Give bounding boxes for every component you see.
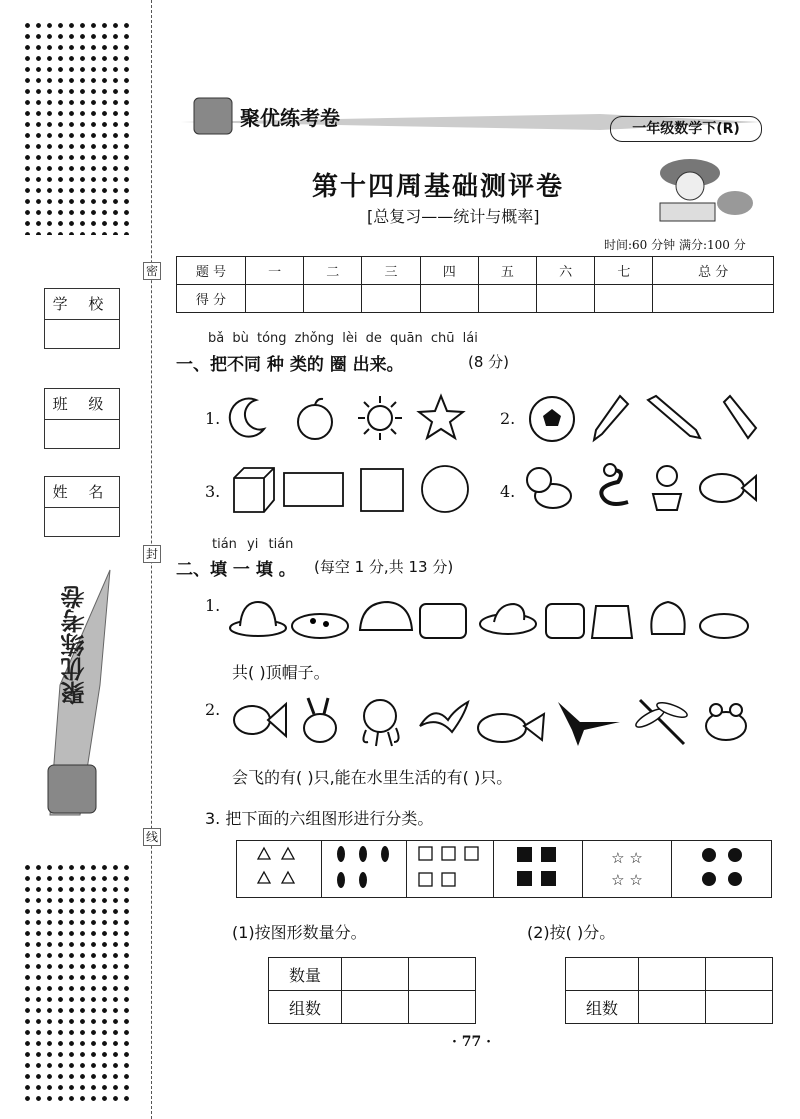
- score-row: [177, 285, 774, 313]
- school-field[interactable]: [45, 320, 119, 348]
- swallow-icon: [558, 702, 620, 746]
- score-header-cell: 七: [595, 257, 653, 285]
- dot-pattern-bottom: [22, 862, 134, 1102]
- time-info: 时间:60 分钟 满分:100 分: [604, 238, 746, 252]
- section1-points: (8 分): [468, 353, 510, 371]
- classify-table-2: [565, 957, 773, 1024]
- item2-number: 2.: [500, 409, 516, 428]
- shape-group-filled-squares[interactable]: [494, 841, 583, 898]
- score-cell[interactable]: [420, 285, 478, 313]
- moon-icon[interactable]: [228, 397, 268, 439]
- section2-title: 二、填 一 填 。: [176, 560, 296, 580]
- hat-icon: [592, 606, 632, 638]
- dots-icon: [697, 844, 747, 890]
- answer-cell[interactable]: [706, 958, 773, 991]
- grade-label: 一年级数学下(R): [610, 116, 762, 142]
- seal-mi: 密: [143, 262, 161, 280]
- shape-group-ovals[interactable]: [322, 841, 407, 898]
- score-cell[interactable]: [595, 285, 653, 313]
- cube-logo-icon: [194, 98, 232, 134]
- hat-icon: [230, 602, 286, 636]
- score-cell[interactable]: [246, 285, 304, 313]
- dog-icon[interactable]: [523, 462, 575, 514]
- page-number: · 77 ·: [452, 1034, 491, 1050]
- hat-icon: [700, 614, 748, 638]
- pen-icon[interactable]: [644, 394, 704, 442]
- shape-group-stars[interactable]: ☆ ☆ ☆ ☆: [583, 841, 672, 898]
- star-icon[interactable]: [418, 394, 464, 440]
- table1-row2-label: 组数: [269, 991, 342, 1024]
- hat-icon: [546, 604, 584, 638]
- score-header-cell: 三: [362, 257, 420, 285]
- octopus-icon: [363, 700, 398, 746]
- square-icon[interactable]: [360, 468, 404, 512]
- answer-cell[interactable]: [409, 958, 476, 991]
- rabbit-icon: [304, 698, 336, 742]
- hats-row: [228, 596, 748, 642]
- answer-cell[interactable]: [706, 991, 773, 1024]
- flower-icon[interactable]: [645, 462, 689, 512]
- class-field[interactable]: [45, 420, 119, 448]
- score-header-cell: 题 号: [177, 257, 246, 285]
- vertical-banner-text: 聚优练考卷: [61, 585, 89, 705]
- page-subtitle: [总复习——统计与概率]: [367, 207, 540, 226]
- answer-cell[interactable]: [639, 991, 706, 1024]
- table2-row2-label: 组数: [566, 991, 639, 1024]
- answer-cell[interactable]: [409, 991, 476, 1024]
- bird-icon: [420, 702, 468, 732]
- hat-icon: [420, 604, 466, 638]
- score-cell[interactable]: [362, 285, 420, 313]
- frog-icon: [706, 704, 746, 740]
- answer-cell[interactable]: [342, 958, 409, 991]
- score-table: [176, 256, 774, 313]
- animals-row: [228, 696, 748, 748]
- football-icon[interactable]: [528, 395, 576, 443]
- apple-icon[interactable]: [293, 396, 337, 440]
- shape-group-dots[interactable]: [672, 841, 772, 898]
- score-header-cell: 四: [420, 257, 478, 285]
- vertical-banner: [40, 565, 114, 825]
- rectangle-icon[interactable]: [283, 472, 345, 508]
- score-cell[interactable]: [304, 285, 362, 313]
- item1-number: 1.: [205, 409, 221, 428]
- score-cell[interactable]: [653, 285, 774, 313]
- table1-row1-label: 数量: [269, 958, 342, 991]
- section2-points: (每空 1 分,共 13 分): [314, 558, 454, 576]
- school-box[interactable]: [44, 288, 120, 349]
- snake-icon[interactable]: [588, 462, 634, 512]
- score-cell[interactable]: [478, 285, 536, 313]
- score-header-cell: 六: [537, 257, 595, 285]
- answer-cell[interactable]: [639, 958, 706, 991]
- section1-pinyin: bǎ bù tóng zhǒng lèi de quān chū lái: [208, 331, 478, 346]
- shape-groups-table: [236, 840, 772, 898]
- shape-group-squares[interactable]: [407, 841, 494, 898]
- school-label: 学 校: [45, 289, 119, 320]
- goldfish-icon: [234, 704, 286, 736]
- squares-icon: [415, 844, 485, 890]
- hat-icon: [292, 614, 348, 638]
- q1-number: 1.: [205, 596, 221, 615]
- classify-table-1: [268, 957, 476, 1024]
- score-cell[interactable]: [537, 285, 595, 313]
- score-header-cell: 总 分: [653, 257, 774, 285]
- dot-pattern-top: [22, 20, 134, 235]
- score-header-row: [177, 257, 774, 285]
- fish-icon[interactable]: [696, 468, 758, 510]
- banner-text: 聚优练考卷: [240, 106, 340, 130]
- triangles-icon: [254, 844, 304, 890]
- name-box[interactable]: [44, 476, 120, 537]
- circle-icon[interactable]: [420, 464, 470, 514]
- class-box[interactable]: [44, 388, 120, 449]
- filled-squares-icon: [513, 844, 563, 890]
- answer-cell[interactable]: [342, 991, 409, 1024]
- sub2-text: (2)按( )分。: [527, 923, 616, 942]
- page-title: 第十四周基础测评卷: [312, 172, 565, 202]
- q2-number: 2.: [205, 700, 221, 719]
- q1-text: 共( )顶帽子。: [232, 663, 330, 682]
- score-header-cell: 五: [478, 257, 536, 285]
- section2-pinyin: tián yi tián: [212, 537, 294, 552]
- ovals-icon: [329, 844, 399, 890]
- name-field[interactable]: [45, 508, 119, 536]
- sun-icon[interactable]: [356, 394, 404, 442]
- table2-row1-label[interactable]: [566, 958, 639, 991]
- glue-icon[interactable]: [720, 394, 760, 444]
- cube-icon[interactable]: [232, 466, 276, 514]
- section1-title: 一、把不同 种 类的 圈 出来。: [176, 355, 404, 375]
- score-header-cell: 二: [304, 257, 362, 285]
- q2-text: 会飞的有( )只,能在水里生活的有( )只。: [232, 768, 513, 787]
- hat-icon: [360, 602, 412, 630]
- seal-feng: 封: [143, 545, 161, 563]
- score-header-cell: 一: [246, 257, 304, 285]
- shape-group-triangles[interactable]: [237, 841, 322, 898]
- q3-text: 3. 把下面的六组图形进行分类。: [205, 809, 434, 828]
- score-row-label: 得 分: [177, 285, 246, 313]
- class-label: 班 级: [45, 389, 119, 420]
- item3-number: 3.: [205, 482, 221, 501]
- cube-logo-icon: [48, 765, 96, 813]
- whale-icon: [478, 714, 544, 742]
- item4-number: 4.: [500, 482, 516, 501]
- name-label: 姓 名: [45, 477, 119, 508]
- girl-reading-icon: [650, 148, 760, 228]
- sub1-text: (1)按图形数量分。: [232, 923, 367, 942]
- dragonfly-icon: [634, 700, 689, 744]
- hat-icon: [480, 604, 536, 634]
- pencil-icon[interactable]: [590, 394, 630, 444]
- hat-icon: [651, 602, 684, 634]
- seal-xian: 线: [143, 828, 161, 846]
